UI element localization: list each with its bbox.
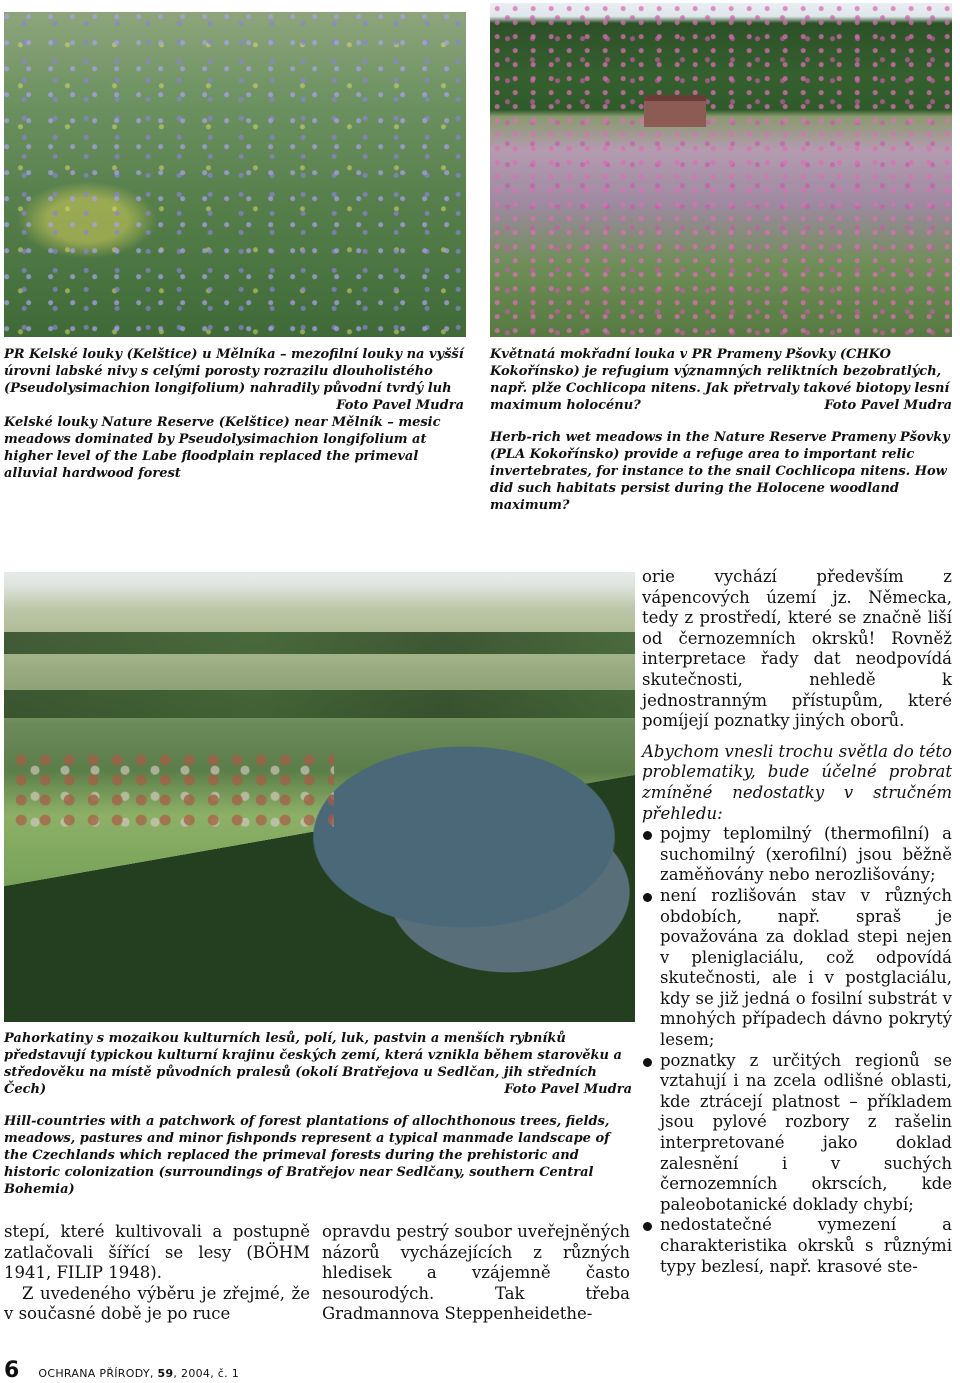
bullet-item: poznatky z určitých regionů se vztahují i na zcela odlišné oblasti, kde ztrácejí platnost – příkladem jsou pylové rozbory z rašelin interpretované jako doklad zalesnění i v suchých černozemních okrscích, kde paleobotanické doklady chybí; bbox=[642, 1051, 952, 1216]
intro-paragraph: Abychom vnesli trochu světla do této problematiky, bude účelné probrat zmíněné nedostatky v stručném přehledu: bbox=[642, 741, 952, 823]
caption-1-english: Kelské louky Nature Reserve (Kelštice) near Mělník – mesic meadows dominated by Pseudolysimachion longifolium at higher level of the Labe floodplain replaced the primeval alluvial hardwood forest bbox=[4, 415, 441, 481]
journal-name: OCHRANA PŘÍRODY, bbox=[38, 1367, 158, 1380]
page-footer bbox=[4, 1358, 239, 1382]
caption-3-czech bbox=[4, 1030, 632, 1098]
caption-3-english: Hill-countries with a patchwork of forest plantations of allochthonous trees, fields, meadows, pastures and minor fishponds represent a typical manmade landscape of the Czechlands which replaced the primeval forests during the prehistoric and historic colonization (surroundings of Bratřejov near Sedlčany, southern Central Bohemia) bbox=[4, 1114, 610, 1197]
photo-credit: Foto Pavel Mudra bbox=[824, 398, 952, 413]
photo-credit: Foto Pavel Mudra bbox=[336, 398, 464, 413]
caption-2-czech bbox=[490, 346, 952, 414]
aerial-landscape-photo bbox=[4, 572, 635, 1022]
body-column-2 bbox=[322, 1222, 630, 1325]
bullet-item: nedostatečné vymezení a charakteristika okrsků s různými typy bezlesí, např. krasové ste- bbox=[642, 1215, 952, 1277]
caption-3-czech-text: Pahorkatiny s mozaikou kulturních lesů, polí, luk, pastvin a menších rybníků představují typickou kulturní krajinu českých zemí, která vznikla během starověku a středověku na místě původních pralesů (okolí Bratřejova u Sedlčan, jih středních Čech) bbox=[4, 1031, 622, 1097]
journal-issue: , 2004, č. 1 bbox=[173, 1367, 240, 1380]
forest-band bbox=[4, 690, 635, 718]
bullet-item: pojmy teplomilný (thermofilní) a suchomilný (xerofilní) jsou běžně zaměňovány nebo nerozlišovány; bbox=[642, 824, 952, 886]
forest-band bbox=[4, 632, 635, 654]
caption-2-english: Herb-rich wet meadows in the Nature Reserve Prameny Pšovky (PLA Kokořínsko) provide a refuge area to important relic invertebrates, for instance to the snail Cochlicopa nitens. How did such habitats persist during the Holocene woodland maximum? bbox=[490, 430, 950, 513]
meadow-photo bbox=[4, 12, 466, 337]
paragraph: Z uvedeného výběru je zřejmé, že v současné době je po ruce bbox=[4, 1283, 310, 1324]
volume-number: 59 bbox=[157, 1367, 174, 1380]
caption-1 bbox=[4, 346, 464, 482]
body-column-3 bbox=[642, 567, 952, 1277]
body-column-1 bbox=[4, 1222, 310, 1325]
bullet-list bbox=[642, 824, 952, 1277]
caption-2 bbox=[490, 346, 952, 514]
page-number: 6 bbox=[4, 1358, 20, 1383]
village-shape bbox=[14, 752, 334, 832]
bullet-item: není rozlišován stav v různých obdobích, např. spraš je považována za doklad stepi nejen v pleniglaciálu, což odpovídá skutečnosti, ale i v postglaciálu, kdy se již jedná o fosilní substrát v mnohých případech dávno pokrytý lesem; bbox=[642, 886, 952, 1051]
paragraph: orie vychází především z vápencových území jz. Německa, tedy z prostředí, které se značně liší od černozemních okrsků! Rovněž interpretace řady dat neodpovídá skutečnosti, nehledě k jednostranným přístupům, které pomíjejí poznatky jiných oborů. bbox=[642, 567, 952, 731]
photo-credit: Foto Pavel Mudra bbox=[504, 1082, 632, 1097]
caption-1-czech bbox=[4, 346, 464, 413]
paragraph: stepí, které kultivovali a postupně zatlačovali šířící se lesy (BÖHM 1941, FILIP 1948). bbox=[4, 1222, 310, 1283]
wet-meadow-photo bbox=[490, 3, 952, 337]
paragraph: opravdu pestrý soubor uveřejněných názorů vycházejících z různých hledisek a vzájemně často nesourodých. Tak třeba Gradmannova Steppenheidethe- bbox=[322, 1222, 630, 1324]
caption-3 bbox=[4, 1030, 632, 1198]
journal-info bbox=[38, 1367, 239, 1380]
caption-1-czech-text: PR Kelské louky (Kelštice) u Mělníka – mezofilní louky na vyšší úrovni labské nivy s celými porosty rozrazilu dlouholistého (Pseudolysimachion longifolium) nahradily původní tvrdý luh bbox=[4, 347, 464, 396]
house-shape bbox=[644, 95, 706, 127]
caption-2-czech-text: Květnatá mokřadní louka v PR Prameny Pšovky (CHKO Kokořínsko) je refugium významných reliktních bezobratlých, např. plže Cochlicopa nitens. Jak přetrvaly takové biotopy lesní maximum holocénu? bbox=[490, 347, 950, 413]
